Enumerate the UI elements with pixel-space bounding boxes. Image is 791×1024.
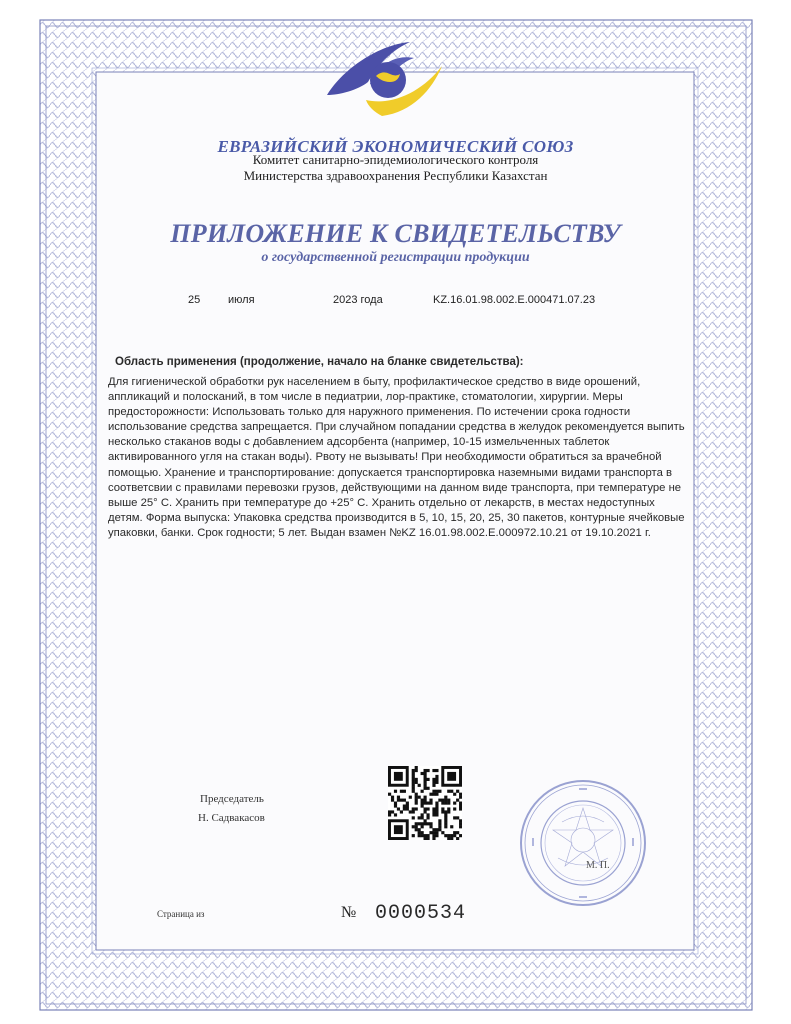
date-month: июля: [228, 294, 255, 306]
official-seal-icon: [518, 778, 648, 908]
date-year: 2023 года: [333, 294, 383, 306]
chairman-name: Н. Садвакасов: [198, 812, 265, 824]
eaeu-logo: [322, 40, 446, 122]
section-body: [108, 359, 688, 541]
section-heading: Область применения (продолжение, начало на бланке свидетельства):: [115, 356, 524, 368]
page-label: Страница из: [157, 909, 205, 919]
number-sign: №: [341, 904, 357, 921]
ministry-name: Министерства здравоохранения Республики Казахстан: [243, 168, 548, 183]
document-title: ПРИЛОЖЕНИЕ К СВИДЕТЕЛЬСТВУ: [170, 219, 621, 248]
registration-number: KZ.16.01.98.002.E.000471.07.23: [433, 294, 596, 306]
date-day: 25: [188, 294, 201, 306]
stamp-label: М. П.: [586, 860, 610, 871]
committee-name: Комитет санитарно-эпидемиологического контроля: [252, 152, 539, 167]
document-subtitle: о государственной регистрации продукции: [261, 250, 530, 265]
section-body-text: Для гигиенической обработки рук населением в быту, профилактическое средство в виде орошений, аппликаций и полосканий, в том числе в педиатрии, лор-практике, стоматологии, хирургии. Меры предосторожности: Использовать только для наружного применения. По истечении срока годности использование средства запрещается. При случайном попадании средства в желудок рекомендуется выпить несколько стаканов воды с добавлением адсорбента (например, 10-15 измельченных таблеток активированного угля на стакан воды). Рвоту не вызывать! При необходимости обратиться за врачебной помощью. Хранение и транспортирование: допускается транспортировка наземными видами транспорта в соответсвии с правилами перевозки грузов, действующими на данном виде транспорта, при температуре не выше 25° С. Хранить при температуре до +25° С. Хранить отдельно от лекарств, в местах недоступных детям. Форма выпуска: Упаковка средства производится в 5, 10, 15, 20, 25, 30 пакетов, контурные ячейковые упаковки, банки. Срок годности; 5 лет. Выдан взамен №KZ 16.01.98.002.E.000972.10.21 от 19.10.2021 г.: [108, 376, 685, 539]
chairman-title: Председатель: [200, 793, 264, 805]
qr-code-icon: [388, 766, 462, 840]
union-title: ЕВРАЗИЙСКИЙ ЭКОНОМИЧЕСКИЙ СОЮЗ: [217, 137, 574, 156]
serial-number: 0000534: [375, 902, 467, 925]
